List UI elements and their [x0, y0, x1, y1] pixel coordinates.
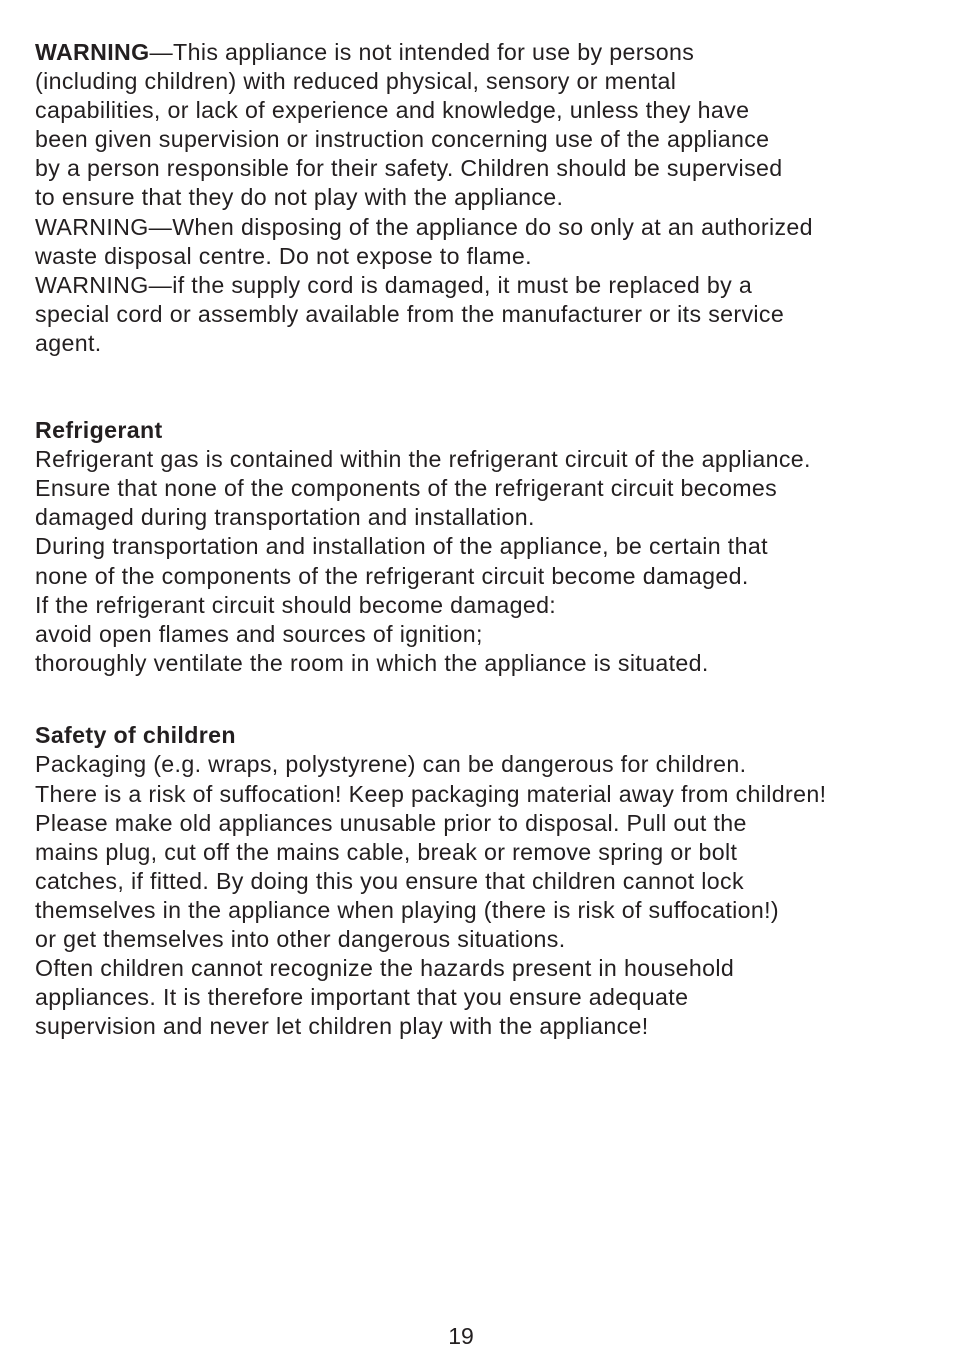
text-line: catches, if fitted. By doing this you ensure that children cannot lock — [35, 867, 744, 894]
text-line: capabilities, or lack of experience and knowledge, unless they have — [35, 97, 750, 124]
warning-label: WARNING — [35, 39, 150, 65]
text-line: Please make old appliances unusable prior to disposal. Pull out the — [35, 809, 747, 836]
text-line: Ensure that none of the components of the refrigerant circuit becomes — [35, 475, 778, 502]
section-spacer — [35, 358, 940, 416]
text-line: WARNING—When disposing of the appliance do so only at an authorized — [35, 213, 813, 240]
text-line: mains plug, cut off the mains cable, break or remove spring or bolt — [35, 838, 738, 865]
text-line: to ensure that they do not play with the appliance. — [35, 184, 564, 211]
text-line: If the refrigerant circuit should become damaged: — [35, 591, 557, 618]
page-number: 19 — [448, 1323, 474, 1349]
text-line: Packaging (e.g. wraps, polystyrene) can be dangerous for children. — [35, 751, 747, 778]
text-line: avoid open flames and sources of ignition; — [35, 620, 483, 647]
section-spacer — [35, 678, 940, 722]
warning-first-text: —This appliance is not intended for use by persons — [149, 39, 695, 65]
text-line: During transportation and installation of the appliance, be certain that — [35, 533, 768, 560]
text-line: agent. — [35, 329, 102, 356]
text-line: supervision and never let children play with the appliance! — [35, 1013, 649, 1040]
warning-first-line — [35, 38, 940, 67]
text-line: Often children cannot recognize the hazards present in household — [35, 955, 735, 982]
text-line: special cord or assembly available from the manufacturer or its service — [35, 300, 785, 327]
text-line: Refrigerant gas is contained within the refrigerant circuit of the appliance. — [35, 446, 811, 473]
text-line: themselves in the appliance when playing (there is risk of suffocation!) — [35, 896, 779, 923]
text-line: none of the components of the refrigerant circuit become damaged. — [35, 562, 749, 589]
text-line: by a person responsible for their safety. Children should be supervised — [35, 155, 783, 182]
text-line: appliances. It is therefore important that you ensure adequate — [35, 984, 689, 1011]
children-safety-section — [35, 721, 940, 1041]
warnings-section — [35, 38, 940, 358]
text-line: been given supervision or instruction concerning use of the appliance — [35, 126, 770, 153]
document-body — [35, 38, 940, 1041]
text-line: thoroughly ventilate the room in which the appliance is situated. — [35, 649, 709, 676]
text-line: or get themselves into other dangerous situations. — [35, 926, 566, 953]
text-line: There is a risk of suffocation! Keep packaging material away from children! — [35, 780, 827, 807]
text-line: (including children) with reduced physical, sensory or mental — [35, 68, 677, 95]
text-line: damaged during transportation and installation. — [35, 504, 535, 531]
children-safety-heading: Safety of children — [35, 722, 236, 749]
refrigerant-section — [35, 416, 940, 678]
text-line: waste disposal centre. Do not expose to flame. — [35, 242, 532, 269]
refrigerant-heading: Refrigerant — [35, 417, 163, 444]
text-line: WARNING—if the supply cord is damaged, it must be replaced by a — [35, 271, 753, 298]
